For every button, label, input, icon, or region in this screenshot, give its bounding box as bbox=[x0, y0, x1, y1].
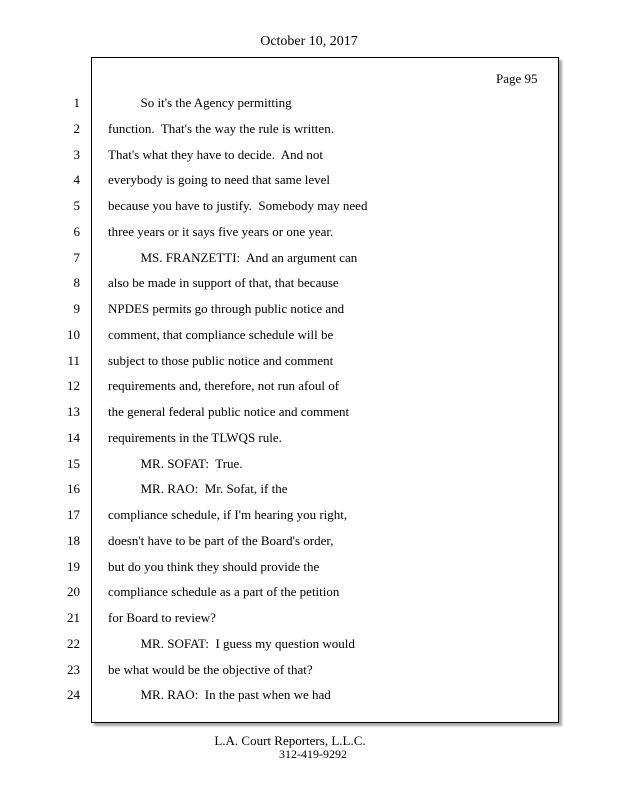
line-number: 24 bbox=[67, 687, 80, 702]
line-number: 20 bbox=[67, 584, 80, 599]
transcript-line: be what would be the objective of that? bbox=[108, 662, 313, 677]
transcript-line: but do you think they should provide the bbox=[108, 559, 320, 574]
line-number: 10 bbox=[67, 327, 80, 342]
footer-phone: 312-419-9292 bbox=[279, 747, 347, 761]
transcript-line: subject to those public notice and comment bbox=[108, 353, 334, 368]
line-number: 8 bbox=[73, 275, 80, 290]
line-number: 12 bbox=[67, 378, 80, 393]
transcript-line: also be made in support of that, that because bbox=[108, 275, 339, 290]
transcript-line: MS. FRANZETTI: And an argument can bbox=[108, 250, 358, 265]
line-number: 1 bbox=[73, 95, 80, 110]
transcript-line: function. That's the way the rule is written. bbox=[108, 121, 334, 136]
line-number: 16 bbox=[67, 481, 80, 496]
transcript-line: MR. SOFAT: I guess my question would bbox=[108, 636, 355, 651]
transcript-line: MR. RAO: Mr. Sofat, if the bbox=[108, 481, 288, 496]
line-number: 17 bbox=[67, 507, 80, 522]
line-number: 15 bbox=[67, 456, 80, 471]
line-number: 6 bbox=[73, 224, 80, 239]
transcript-line: NPDES permits go through public notice and bbox=[108, 301, 345, 316]
line-number: 11 bbox=[67, 353, 80, 368]
transcript-line: That's what they have to decide. And not bbox=[108, 147, 323, 162]
transcript-line: three years or it says five years or one year. bbox=[108, 224, 334, 239]
line-number: 4 bbox=[73, 172, 80, 187]
line-number: 14 bbox=[67, 430, 80, 445]
transcript-line: compliance schedule as a part of the petition bbox=[108, 584, 340, 599]
transcript-line: for Board to review? bbox=[108, 610, 216, 625]
line-number: 3 bbox=[73, 147, 80, 162]
line-number: 2 bbox=[73, 121, 80, 136]
line-number: 13 bbox=[67, 404, 80, 419]
line-number: 18 bbox=[67, 533, 80, 548]
transcript-line: requirements in the TLWQS rule. bbox=[108, 430, 282, 445]
transcript-line: requirements and, therefore, not run afoul of bbox=[108, 378, 340, 393]
line-number: 19 bbox=[67, 559, 80, 574]
transcript-line: the general federal public notice and comment bbox=[108, 404, 350, 419]
line-number: 9 bbox=[73, 301, 80, 316]
page-number: Page 95 bbox=[496, 71, 538, 86]
line-number: 22 bbox=[67, 636, 80, 651]
line-number: 5 bbox=[73, 198, 80, 213]
transcript-line: because you have to justify. Somebody may need bbox=[108, 198, 368, 213]
transcript-line: doesn't have to be part of the Board's order, bbox=[108, 533, 334, 548]
header-date: October 10, 2017 bbox=[260, 34, 358, 49]
footer-company: L.A. Court Reporters, L.L.C. bbox=[214, 733, 366, 748]
line-number: 7 bbox=[73, 250, 80, 265]
transcript-line: compliance schedule, if I'm hearing you right, bbox=[108, 507, 348, 522]
transcript-line: comment, that compliance schedule will be bbox=[108, 327, 334, 342]
transcript-line: So it's the Agency permitting bbox=[108, 95, 292, 110]
transcript-line: MR. RAO: In the past when we had bbox=[108, 687, 331, 702]
transcript-line: everybody is going to need that same level bbox=[108, 172, 331, 187]
transcript-line: MR. SOFAT: True. bbox=[108, 456, 243, 471]
line-number: 21 bbox=[67, 610, 80, 625]
line-number: 23 bbox=[67, 662, 80, 677]
